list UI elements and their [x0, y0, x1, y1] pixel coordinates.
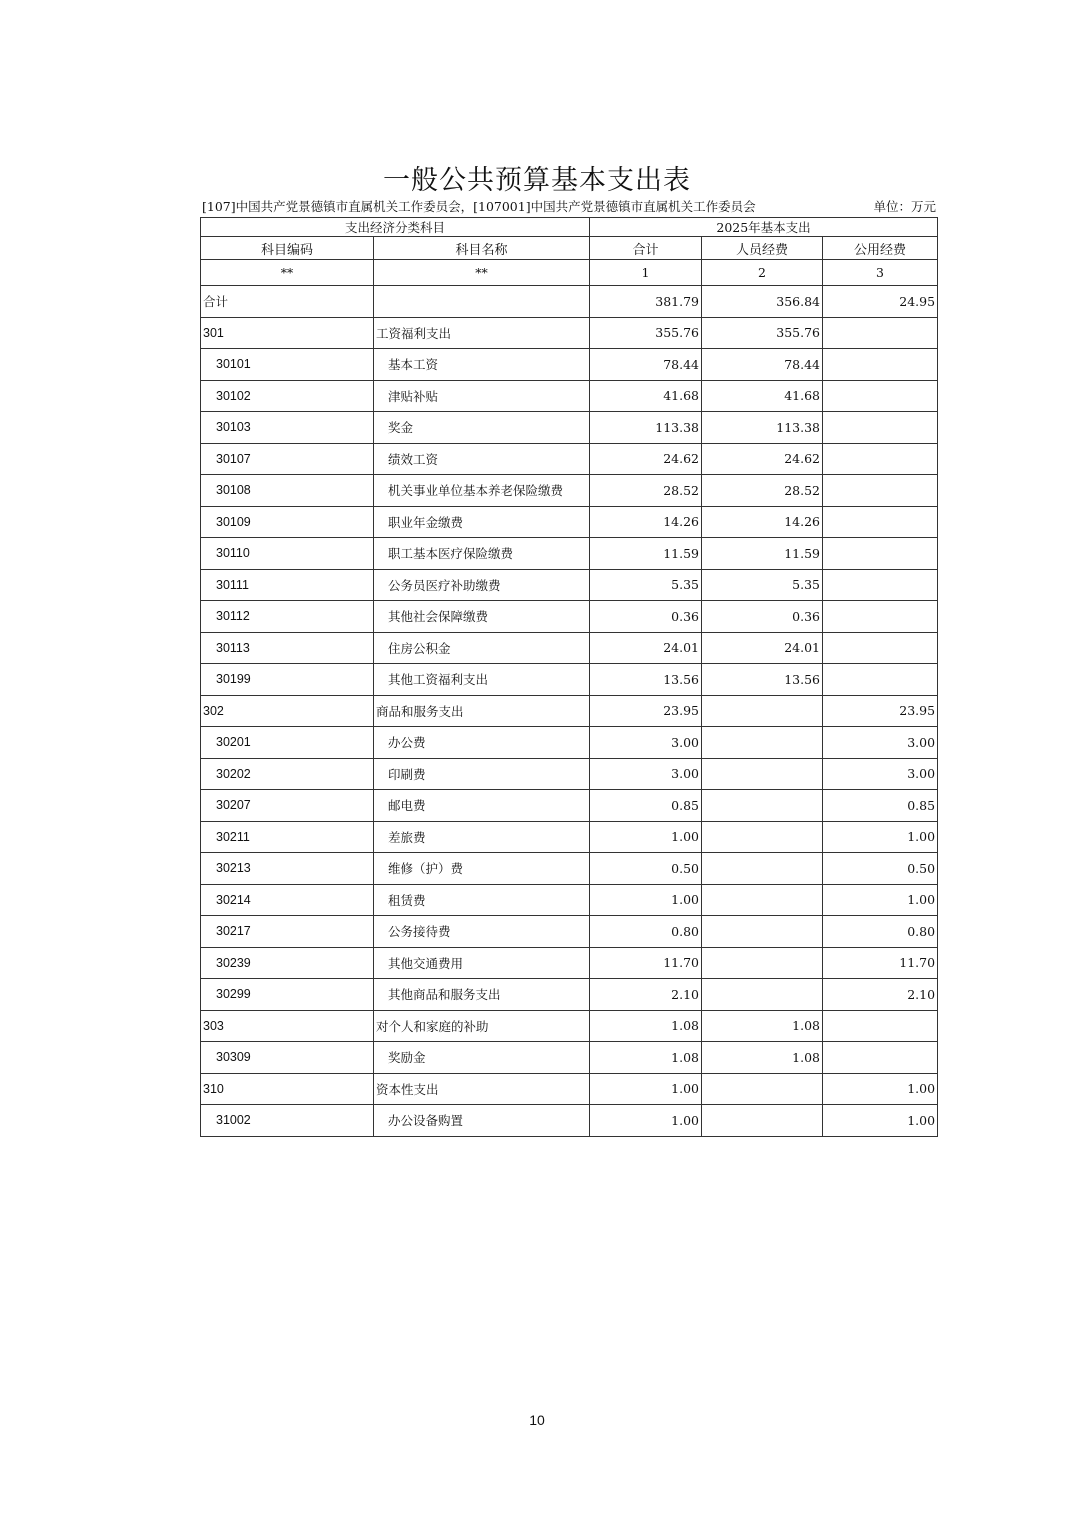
cell-total: 78.44	[590, 349, 702, 381]
cell-public: 3.00	[823, 727, 938, 759]
cell-code: 30111	[201, 569, 374, 601]
cell-code: 30211	[201, 821, 374, 853]
page-title: 一般公共预算基本支出表	[383, 165, 691, 196]
cell-name: 其他社会保障缴费	[374, 601, 590, 633]
cell-public	[823, 1042, 938, 1074]
cell-public	[823, 412, 938, 444]
cell-total: 3.00	[590, 758, 702, 790]
cell-personnel: 13.56	[702, 664, 823, 696]
cell-name: 基本工资	[374, 349, 590, 381]
cell-total: 1.08	[590, 1042, 702, 1074]
cell-public: 11.70	[823, 947, 938, 979]
table-row	[201, 790, 938, 822]
table-row	[201, 380, 938, 412]
cell-code: 31002	[201, 1105, 374, 1137]
header-info-line	[202, 197, 936, 215]
header-row-index	[201, 260, 938, 286]
header-group-left: 支出经济分类科目	[201, 218, 590, 237]
cell-personnel: 1.08	[702, 1042, 823, 1074]
cell-name: 资本性支出	[374, 1073, 590, 1105]
cell-total: 0.80	[590, 916, 702, 948]
table-row	[201, 506, 938, 538]
table-row	[201, 569, 938, 601]
cell-name: 绩效工资	[374, 443, 590, 475]
cell-public: 24.95	[823, 286, 938, 318]
cell-personnel	[702, 790, 823, 822]
cell-code: 30213	[201, 853, 374, 885]
cell-code: 30202	[201, 758, 374, 790]
cell-public: 2.10	[823, 979, 938, 1011]
cell-personnel	[702, 916, 823, 948]
cell-name: 工资福利支出	[374, 317, 590, 349]
table-row	[201, 947, 938, 979]
cell-name: 其他交通费用	[374, 947, 590, 979]
cell-personnel: 113.38	[702, 412, 823, 444]
cell-name: 办公费	[374, 727, 590, 759]
cell-code: 30217	[201, 916, 374, 948]
cell-personnel: 24.01	[702, 632, 823, 664]
cell-name: 机关事业单位基本养老保险缴费	[374, 475, 590, 507]
cell-name: 商品和服务支出	[374, 695, 590, 727]
table-row	[201, 475, 938, 507]
cell-code: 301	[201, 317, 374, 349]
cell-total: 11.70	[590, 947, 702, 979]
header-row-group	[201, 218, 938, 237]
cell-code: 30101	[201, 349, 374, 381]
cell-name: 差旅费	[374, 821, 590, 853]
cell-total: 113.38	[590, 412, 702, 444]
cell-code: 310	[201, 1073, 374, 1105]
cell-public: 0.80	[823, 916, 938, 948]
cell-personnel	[702, 758, 823, 790]
cell-total: 0.85	[590, 790, 702, 822]
cell-personnel: 28.52	[702, 475, 823, 507]
table-row	[201, 821, 938, 853]
cell-total: 1.08	[590, 1010, 702, 1042]
cell-total: 3.00	[590, 727, 702, 759]
cell-name: 其他商品和服务支出	[374, 979, 590, 1011]
header-name: 科目名称	[374, 237, 590, 260]
table-row	[201, 664, 938, 696]
cell-personnel: 356.84	[702, 286, 823, 318]
cell-personnel: 14.26	[702, 506, 823, 538]
organization-line: [107]中国共产党景德镇市直属机关工作委员会，[107001]中国共产党景德镇市直属机关工作委员会	[202, 199, 756, 214]
cell-name: 对个人和家庭的补助	[374, 1010, 590, 1042]
cell-personnel	[702, 979, 823, 1011]
cell-public	[823, 601, 938, 633]
cell-code: 30239	[201, 947, 374, 979]
cell-public	[823, 380, 938, 412]
table-row	[201, 317, 938, 349]
header-total: 合计	[590, 237, 702, 260]
cell-total: 23.95	[590, 695, 702, 727]
cell-personnel	[702, 947, 823, 979]
cell-total: 24.01	[590, 632, 702, 664]
cell-personnel: 11.59	[702, 538, 823, 570]
header-group-right: 2025年基本支出	[590, 218, 938, 237]
unit-label: 单位：万元	[873, 199, 936, 214]
cell-code: 合计	[201, 286, 374, 318]
cell-code: 30201	[201, 727, 374, 759]
cell-personnel	[702, 1105, 823, 1137]
cell-total: 5.35	[590, 569, 702, 601]
cell-public: 0.85	[823, 790, 938, 822]
table-row	[201, 758, 938, 790]
cell-total: 1.00	[590, 1105, 702, 1137]
cell-personnel	[702, 884, 823, 916]
cell-public	[823, 569, 938, 601]
header-code-mark: **	[201, 260, 374, 286]
cell-public	[823, 317, 938, 349]
cell-public: 1.00	[823, 884, 938, 916]
cell-public	[823, 1010, 938, 1042]
cell-total: 1.00	[590, 1073, 702, 1105]
cell-personnel: 1.08	[702, 1010, 823, 1042]
cell-name: 邮电费	[374, 790, 590, 822]
cell-code: 30207	[201, 790, 374, 822]
cell-public	[823, 475, 938, 507]
cell-code: 30214	[201, 884, 374, 916]
table-row	[201, 443, 938, 475]
cell-code: 30199	[201, 664, 374, 696]
table-row	[201, 1073, 938, 1105]
table-row	[201, 632, 938, 664]
cell-total: 13.56	[590, 664, 702, 696]
header-row-columns	[201, 237, 938, 260]
table-row	[201, 412, 938, 444]
cell-name: 职工基本医疗保险缴费	[374, 538, 590, 570]
cell-total: 1.00	[590, 821, 702, 853]
cell-personnel	[702, 727, 823, 759]
cell-public	[823, 506, 938, 538]
table-row	[201, 979, 938, 1011]
cell-name: 维修（护）费	[374, 853, 590, 885]
cell-code: 30113	[201, 632, 374, 664]
cell-name: 住房公积金	[374, 632, 590, 664]
cell-code: 30112	[201, 601, 374, 633]
cell-total: 2.10	[590, 979, 702, 1011]
cell-code: 30309	[201, 1042, 374, 1074]
cell-public: 1.00	[823, 821, 938, 853]
cell-total: 381.79	[590, 286, 702, 318]
cell-total: 355.76	[590, 317, 702, 349]
cell-total: 11.59	[590, 538, 702, 570]
cell-personnel: 355.76	[702, 317, 823, 349]
cell-name: 奖金	[374, 412, 590, 444]
cell-code: 30299	[201, 979, 374, 1011]
cell-personnel	[702, 695, 823, 727]
budget-table	[200, 217, 938, 1137]
table-row	[201, 286, 938, 318]
table-row	[201, 727, 938, 759]
header-col1: 1	[590, 260, 702, 286]
header-col2: 2	[702, 260, 823, 286]
table-row	[201, 1010, 938, 1042]
cell-name	[374, 286, 590, 318]
table-row	[201, 916, 938, 948]
cell-code: 30109	[201, 506, 374, 538]
cell-personnel: 5.35	[702, 569, 823, 601]
cell-name: 职业年金缴费	[374, 506, 590, 538]
cell-total: 28.52	[590, 475, 702, 507]
cell-personnel	[702, 821, 823, 853]
cell-personnel: 24.62	[702, 443, 823, 475]
cell-name: 奖励金	[374, 1042, 590, 1074]
header-code: 科目编码	[201, 237, 374, 260]
header-name-mark: **	[374, 260, 590, 286]
cell-code: 30102	[201, 380, 374, 412]
cell-code: 30103	[201, 412, 374, 444]
page-number: 10	[529, 1412, 545, 1428]
cell-code: 303	[201, 1010, 374, 1042]
cell-code: 302	[201, 695, 374, 727]
cell-total: 0.50	[590, 853, 702, 885]
cell-name: 印刷费	[374, 758, 590, 790]
cell-name: 办公设备购置	[374, 1105, 590, 1137]
table-row	[201, 884, 938, 916]
cell-total: 24.62	[590, 443, 702, 475]
table-row	[201, 601, 938, 633]
cell-personnel: 78.44	[702, 349, 823, 381]
cell-public: 1.00	[823, 1105, 938, 1137]
cell-personnel: 41.68	[702, 380, 823, 412]
cell-name: 公务员医疗补助缴费	[374, 569, 590, 601]
cell-public	[823, 664, 938, 696]
header-public: 公用经费	[823, 237, 938, 260]
cell-public: 23.95	[823, 695, 938, 727]
cell-public: 3.00	[823, 758, 938, 790]
cell-total: 41.68	[590, 380, 702, 412]
header-personnel: 人员经费	[702, 237, 823, 260]
cell-public	[823, 538, 938, 570]
cell-name: 租赁费	[374, 884, 590, 916]
cell-total: 1.00	[590, 884, 702, 916]
table-row	[201, 853, 938, 885]
cell-code: 30107	[201, 443, 374, 475]
table-row	[201, 538, 938, 570]
cell-code: 30108	[201, 475, 374, 507]
header-col3: 3	[823, 260, 938, 286]
cell-public: 0.50	[823, 853, 938, 885]
table-body	[201, 286, 938, 1137]
cell-personnel: 0.36	[702, 601, 823, 633]
cell-name: 津贴补贴	[374, 380, 590, 412]
cell-public	[823, 443, 938, 475]
cell-public: 1.00	[823, 1073, 938, 1105]
cell-public	[823, 632, 938, 664]
table-row	[201, 695, 938, 727]
table-row	[201, 1105, 938, 1137]
cell-public	[823, 349, 938, 381]
cell-personnel	[702, 1073, 823, 1105]
table-row	[201, 349, 938, 381]
cell-code: 30110	[201, 538, 374, 570]
cell-personnel	[702, 853, 823, 885]
table-row	[201, 1042, 938, 1074]
cell-name: 公务接待费	[374, 916, 590, 948]
cell-total: 14.26	[590, 506, 702, 538]
cell-total: 0.36	[590, 601, 702, 633]
cell-name: 其他工资福利支出	[374, 664, 590, 696]
